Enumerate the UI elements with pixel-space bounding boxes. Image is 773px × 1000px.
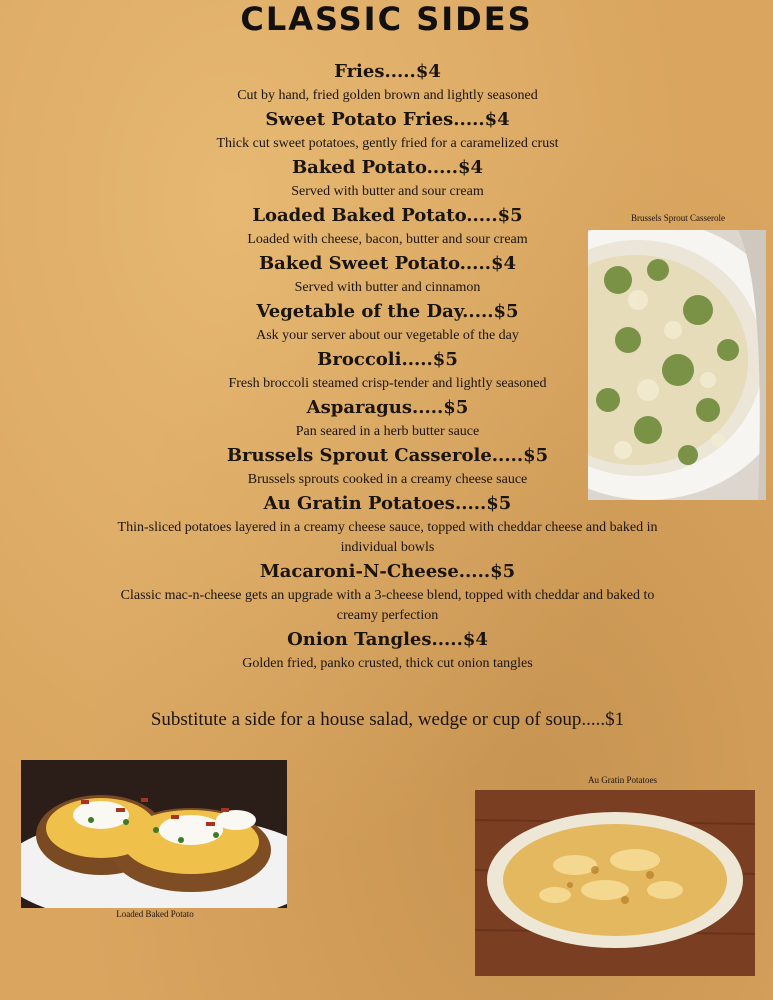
- item-description: Cut by hand, fried golden brown and lightly seasoned: [237, 88, 538, 103]
- item-description: Thin-sliced potatoes layered in a creamy cheese sauce, topped with cheddar cheese and baked in individual bowls: [117, 520, 658, 555]
- item-name: Broccoli.....$5: [317, 349, 458, 370]
- au-gratin-photo: [475, 790, 755, 976]
- caption-loaded: Loaded Baked Potato: [116, 909, 194, 919]
- item-name: Loaded Baked Potato.....$5: [252, 205, 523, 226]
- page-title: CLASSIC SIDES: [240, 0, 533, 38]
- menu-item: [100, 558, 675, 626]
- item-name: Baked Potato.....$4: [291, 157, 484, 178]
- menu-item: [100, 106, 675, 154]
- item-description: Served with butter and sour cream: [291, 184, 484, 199]
- item-description: Fresh broccoli steamed crisp-tender and lightly seasoned: [228, 376, 547, 391]
- loaded-baked-potato-photo: [21, 760, 287, 908]
- item-name: Asparagus.....$5: [306, 397, 469, 418]
- item-description: Loaded with cheese, bacon, butter and sour cream: [247, 232, 528, 247]
- brussels-casserole-image: [588, 230, 766, 500]
- item-description: Golden fried, panko crusted, thick cut onion tangles: [242, 656, 533, 671]
- item-name: Au Gratin Potatoes.....$5: [263, 493, 512, 514]
- item-description: Pan seared in a herb butter sauce: [295, 424, 480, 439]
- item-name: Macaroni-N-Cheese.....$5: [259, 561, 516, 582]
- item-name: Fries.....$4: [334, 61, 441, 82]
- caption-augratin: Au Gratin Potatoes: [588, 775, 657, 785]
- au-gratin-image: [475, 790, 755, 976]
- item-name: Sweet Potato Fries.....$4: [265, 109, 510, 130]
- menu-item: [100, 490, 675, 558]
- item-name: Vegetable of the Day.....$5: [256, 301, 519, 322]
- menu-item: [100, 154, 675, 202]
- item-description: Ask your server about our vegetable of the day: [256, 328, 519, 343]
- loaded-baked-potato-image: [21, 760, 287, 908]
- item-description: Brussels sprouts cooked in a creamy cheese sauce: [247, 472, 528, 487]
- item-name: Brussels Sprout Casserole.....$5: [226, 445, 549, 466]
- item-name: Baked Sweet Potato.....$4: [258, 253, 517, 274]
- menu-item: [100, 58, 675, 106]
- substitute-note: Substitute a side for a house salad, wedge or cup of soup.....$1: [150, 709, 625, 730]
- item-description: Served with butter and cinnamon: [294, 280, 481, 295]
- menu-item: [100, 626, 675, 674]
- item-description: Thick cut sweet potatoes, gently fried for a caramelized crust: [216, 136, 559, 151]
- caption-brussels: Brussels Sprout Casserole: [631, 213, 725, 223]
- item-name: Onion Tangles.....$4: [287, 629, 488, 650]
- brussels-casserole-photo: [588, 230, 766, 500]
- item-description: Classic mac-n-cheese gets an upgrade with a 3-cheese blend, topped with cheddar and baked to creamy perfection: [120, 588, 655, 623]
